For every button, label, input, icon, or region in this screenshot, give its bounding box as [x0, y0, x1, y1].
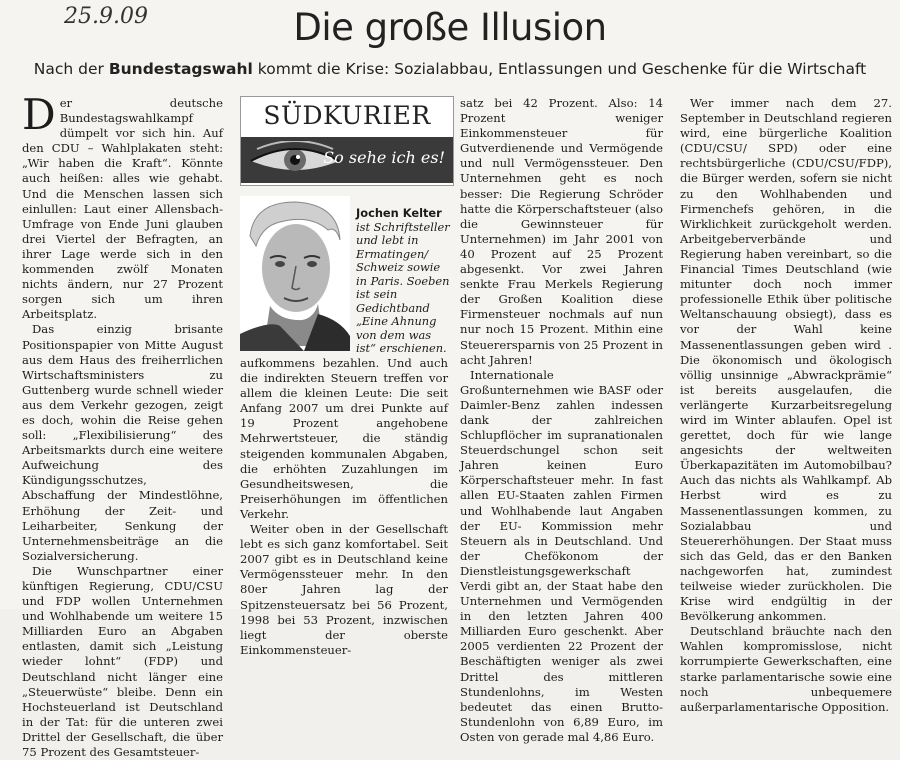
column-logo [240, 96, 454, 186]
headline: Die große Illusion [293, 6, 607, 49]
article-column-1 [22, 90, 223, 760]
subheadline-bold: Bundestagswahl [108, 60, 253, 78]
paragraph: Internationale Großunternehmen wie BASF oder Daimler-Benz zahlen indessen dank der zahlreichen Schlupflöcher im supranationalen Steuerdschungel schon seit Jahren keinen Euro Körperschaftsteuer mehr. In fast allen EU-Staaten zahlen Firmen und Wohlhabende laut Angaben der EU- Kommission mehr Steuern als in Deutschland. Und der Chefökonom der Dienstleistungsgewerkschaft Verdi gibt an, der Staat habe den Unternehmen und Vermögenden in den letzten Jahren 400 Milliarden Euro geschenkt. Aber 2005 verdienten 22 Prozent der Beschäftigten weniger als zwei Drittel des mittleren Stundenlohns, im Westen bedeutet das einen Brutto-Stundenlohn von 6,89 Euro, im Osten von gerade mal 4,86 Euro. [460, 367, 663, 744]
paragraph: Wer immer nach dem 27. September in Deutschland regieren wird, eine bürgerliche Koalition (CDU/CSU/ SPD) oder eine rechtsbürgerliche (CDU/CSU/FDP), die Bürger werden, sofern sie nicht zu den Wohlhabenden und Firmenchefs gehören, in die Wirklichkeit zurückgeholt werden. Arbeitgeberverbände und Regierung haben vereinbart, so die Financial Times Deutschland (wie mitunter doch noch immer professionelle Ethik über politische Weltanschauung obsiegt), dass es vor der Wahl keine Massenentlassungen geben wird . Die ökonomisch und ökologisch völlig unsinnige „Abwrackprämie“ ist bereits ausgelaufen, die verlängerte Kurzarbeitsregelung wird im Winter ablaufen. Opel ist gerettet, doch für wie lange angesichts der weltweiten Überkapazitäten im Automobilbau? Auch das nichts als Wahlkampf. Ab Herbst wird es zu Massenentlassungen kommen, zu Sozialabbau und Steuererhöhungen. Der Staat muss sich das Geld, das er den Banken nachgeworfen hat, zumindest teilweise wieder zurückholen. Die Krise wird endgültig in der Bevölkerung ankommen. [680, 96, 892, 624]
logo-slogan: So sehe ich es! [323, 148, 445, 167]
article-column-4 [680, 96, 892, 715]
author-info [356, 207, 452, 356]
paragraph: satz bei 42 Prozent. Also: 14 Prozent weniger Einkommensteuer für Gutverdienende und Vermögende und null Vermögenssteuer. Den Unternehmen geht es noch besser: Die Regierung Schröder hatte die Körperschaftsteuer (also die Gewinnsteuer für Unternehmen) im Jahr 2001 von 40 Prozent auf 25 Prozent abgesenkt. Vor zwei Jahren senkte Frau Merkels Regierung der Großen Koalition diese Firmensteuer nochmals auf nun nur noch 15 Prozent. Mithin eine Steuerersparnis von 25 Prozent in acht Jahren! [460, 96, 663, 367]
paragraph: aufkommens bezahlen. Und auch die indirekten Steuern treffen vor allem die kleinen Leute: Die seit Anfang 2007 um drei Punkte auf 19 Prozent angehobene Mehrwertsteuer, die ständig steigenden kommunalen Abgaben, die erhöhten Zuzahlungen im Gesundheitswesen, die Preiserhöhungen im öffentlichen Verkehr. [240, 356, 448, 521]
paragraph-text: er deutsche Bundestagswahlkampf dümpelt vor sich hin. Auf den CDU – Wahlplakaten steht: „Wir haben die Kraft“. Könnte auch heißen: alles wie gehabt. Und die Menschen lassen sich einlullen: Laut einer Allensbach-Umfrage von Ende Juni glauben drei Viertel der Befragten, an ihrer Lage werde sich in den kommenden zwölf Monaten nichts ändern, nur 27 Prozent sorgen sich um ihren Arbeitsplatz. [22, 96, 223, 322]
author-photo [240, 196, 350, 351]
author-bio: ist Schriftsteller und lebt in Ermatingen/ Schweiz sowie in Paris. Soeben ist sein Gedichtband „Eine Ahnung von dem was ist“ erschienen. [356, 219, 450, 355]
subheadline-suffix: kommt die Krise: Sozialabbau, Entlassungen und Geschenke für die Wirtschaft [252, 60, 867, 78]
author-name: Jochen Kelter [356, 206, 442, 220]
article-column-3 [460, 96, 663, 745]
paragraph: Das einzig brisante Positionspapier von Mitte August aus dem Haus des freiherrlichen Wirtschaftsministers zu Guttenberg wurde schnell wieder aus dem Verkehr gezogen, zeigt es doch, wohin die Reise gehen soll: „Flexibilisierung“ des Arbeitsmarkts durch eine weitere Aufweichung des Kündigungsschutzes, Abschaffung der Mindestlöhne, Erhöhung der Zeit- und Leiharbeiter, Senkung der Unternehmensbeiträge an die Sozialversicherung. [22, 322, 223, 563]
newspaper-name: SÜDKURIER [263, 101, 431, 130]
paragraph [22, 90, 223, 322]
paragraph: Deutschland bräuchte nach den Wahlen kompromisslose, nicht korrumpierte Gewerkschaften, eine starke parlamentarische sowie eine noch unbequemere außerparlamentarische Opposition. [680, 624, 892, 714]
paragraph: Die Wunschpartner einer künftigen Regierung, CDU/CSU und FDP wollen Unternehmen und Wohlhabende um weitere 15 Milliarden Euro an Abgaben entlasten, damit sich „Leistung wieder lohnt“ (FDP) und Deutschland nicht länger eine „Steuerwüste“ bleibe. Denn ein Hochsteuerland ist Deutschland in der Tat: für die unteren zwei Drittel der Gesellschaft, die über 75 Prozent des Gesamtsteuer- [22, 563, 223, 760]
article-column-2 [240, 356, 448, 658]
subheadline [0, 60, 900, 78]
paragraph: Weiter oben in der Gesellschaft lebt es sich ganz komfortabel. Seit 2007 gibt es in Deutschland keine Vermögenssteuer mehr. In den 80er Jahren lag der Spitzensteuersatz bei 56 Prozent, 1998 bei 53 Prozent, inzwischen liegt der oberste Einkommensteuer- [240, 522, 448, 657]
subheadline-prefix: Nach der [33, 60, 109, 78]
handwritten-date: 25.9.09 [64, 4, 148, 29]
dropcap: D [22, 90, 56, 139]
